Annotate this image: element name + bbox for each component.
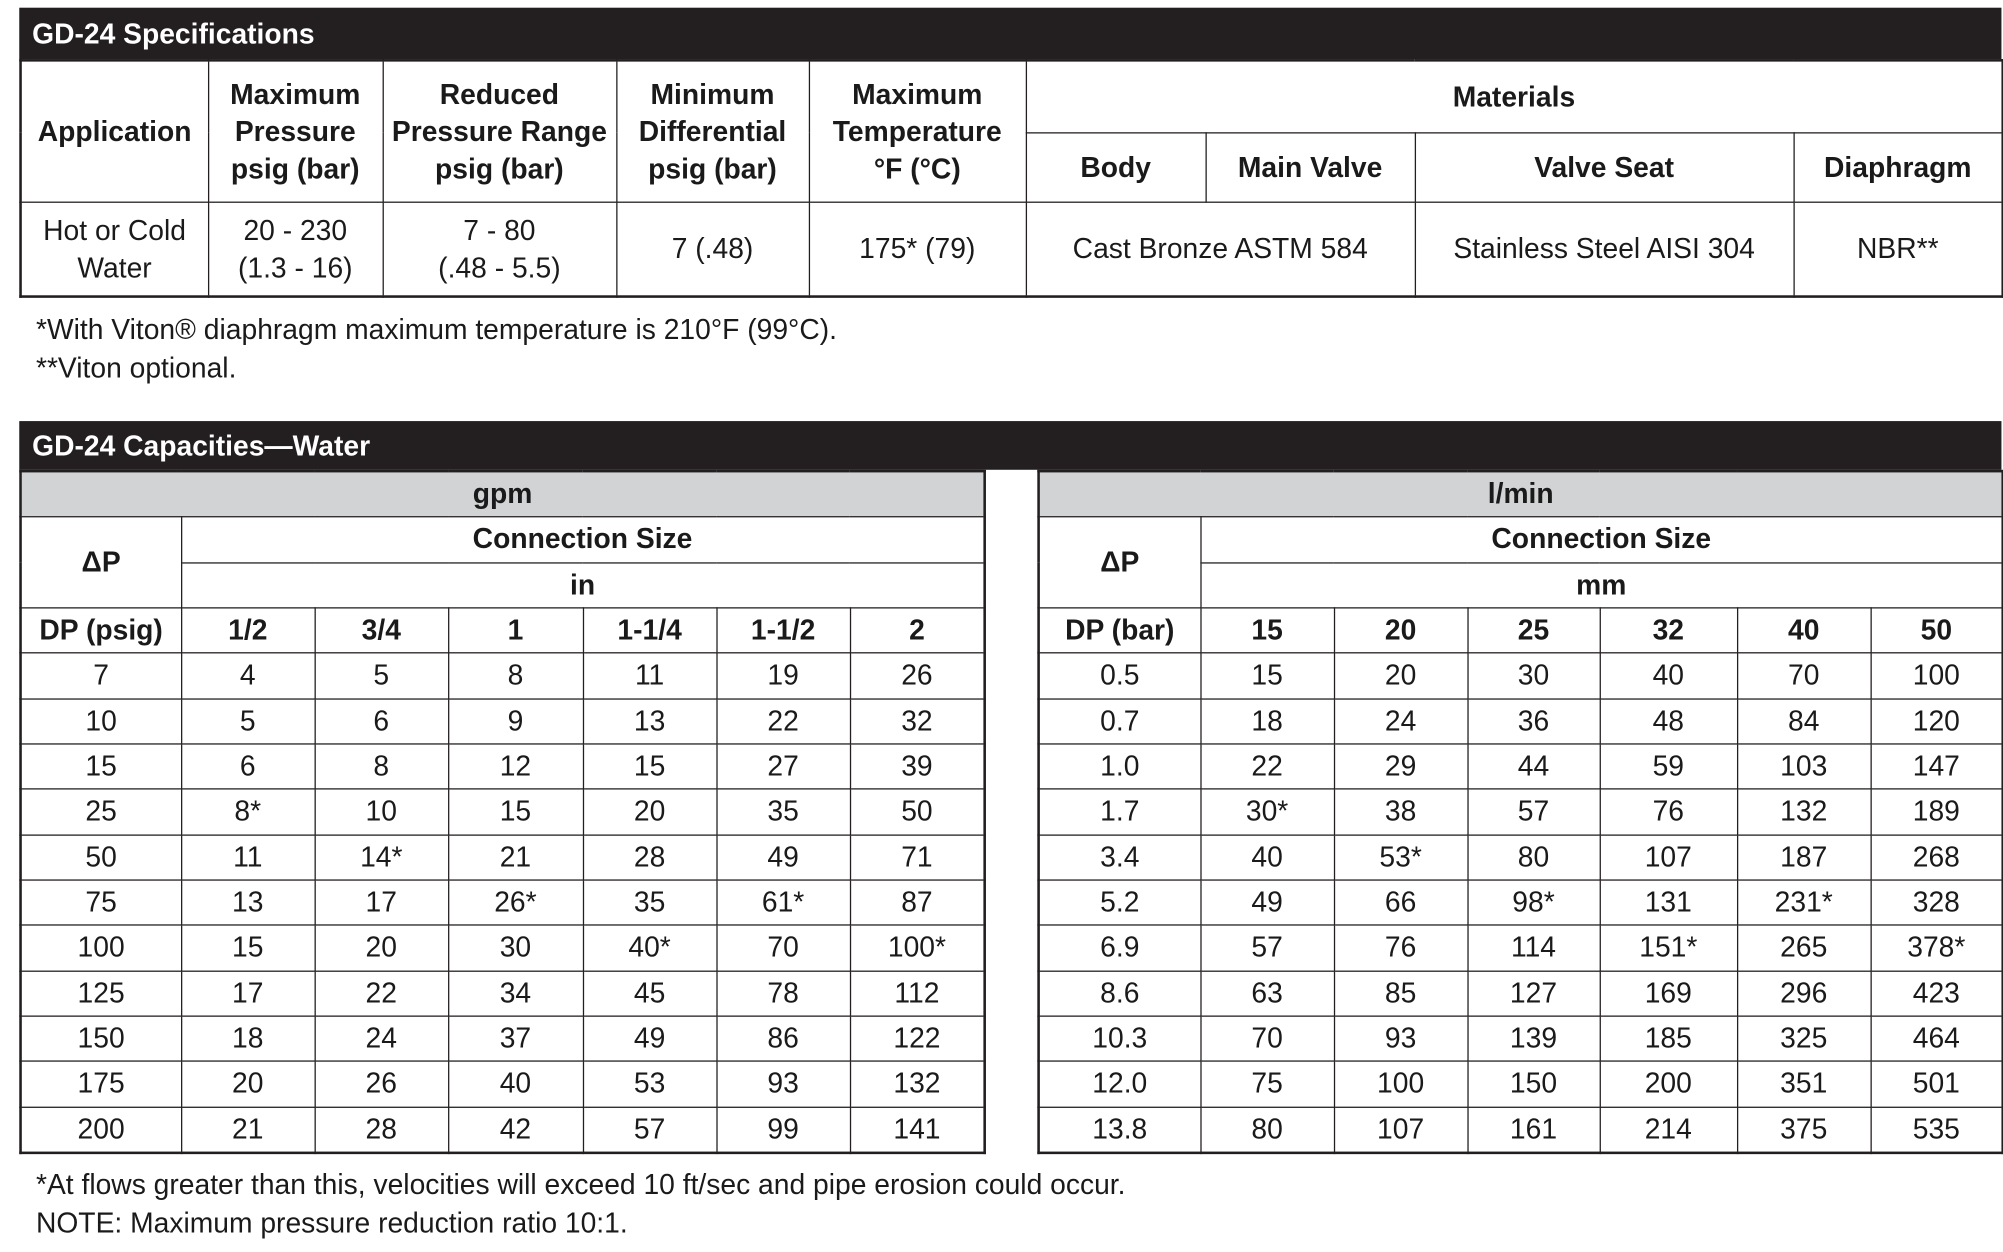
flow-cell: 107 [1600,835,1737,880]
table-row [21,1061,985,1106]
flow-cell: 100 [1334,1061,1468,1106]
table-row [21,1107,985,1153]
flow-cell: 26 [850,653,985,698]
cell-max-pressure [208,202,383,297]
header-valve-seat: Valve Seat [1415,132,1794,201]
flow-cell: 131 [1600,880,1737,925]
footnote: **Viton optional. [35,351,237,384]
dp-cell: 3.4 [1039,835,1201,880]
dp-cell: 75 [21,880,181,925]
specifications-notes [36,311,837,388]
header-line: Maximum [230,77,361,111]
table-row [1039,925,2003,970]
header-body: Body [1026,132,1206,201]
dp-label: DP (psig) [21,608,181,653]
header-line: Differential [638,115,787,148]
flow-cell: 48 [1600,699,1737,744]
flow-cell: 375 [1737,1107,1871,1153]
flow-cell: 6 [181,744,315,789]
dp-cell: 8.6 [1039,971,1201,1016]
flow-cell: 20 [1334,653,1468,698]
header-min-differential [616,60,809,201]
header-max-temperature [809,60,1026,201]
flow-cell: 185 [1600,1016,1737,1061]
flow-cell: 50 [850,789,985,834]
size-header: 32 [1600,608,1737,653]
table-row [1039,653,2003,698]
flow-cell: 122 [850,1016,985,1061]
flow-cell: 18 [181,1016,315,1061]
flow-cell: 61* [716,880,850,925]
flow-cell: 57 [1467,789,1599,834]
cell-line: Water [77,251,152,284]
size-header: 2 [850,608,985,653]
flow-cell: 57 [1200,925,1334,970]
flow-cell: 30* [1200,789,1334,834]
table-row [21,835,985,880]
table-row [21,925,985,970]
flow-cell: 14* [315,835,449,880]
size-header: 1/2 [181,608,315,653]
table-row [1039,744,2003,789]
flow-cell: 28 [583,835,717,880]
table-row [1039,789,2003,834]
size-header: 1 [448,608,583,653]
flow-cell: 20 [315,925,449,970]
flow-cell: 4 [181,653,315,698]
flow-cell: 132 [1737,789,1871,834]
header-line: Pressure [234,115,356,148]
flow-cell: 45 [583,971,717,1016]
cell-valve-seat: Stainless Steel AISI 304 [1415,202,1794,297]
header-line: Minimum [650,77,775,111]
flow-cell: 151* [1600,925,1737,970]
flow-cell: 40 [1200,835,1334,880]
unit-header-lmin: l/min [1039,471,2003,517]
flow-cell: 214 [1600,1107,1737,1153]
flow-cell: 49 [1200,880,1334,925]
table-row [1039,835,2003,880]
header-application: Application [21,60,208,201]
header-line: Pressure Range [391,115,607,148]
dp-cell: 7 [21,653,181,698]
flow-cell: 13 [181,880,315,925]
flow-cell: 63 [1200,971,1334,1016]
table-row [21,1016,985,1061]
flow-cell: 34 [448,971,583,1016]
flow-cell: 15 [583,744,717,789]
header-line: Temperature [832,115,1002,148]
flow-cell: 44 [1467,744,1599,789]
gpm-rows [21,653,985,1153]
header-diaphragm: Diaphragm [1793,132,2002,201]
header-reduced-range [383,60,617,201]
specifications-table [19,59,2003,298]
connection-size-header: Connection Size [1200,517,2002,562]
flow-cell: 99 [716,1107,850,1153]
dp-cell: 12.0 [1039,1061,1201,1106]
dp-label: DP (bar) [1039,608,1201,653]
flow-cell: 132 [850,1061,985,1106]
header-max-pressure [208,60,383,201]
delta-p-header: ΔP [1039,517,1201,608]
flow-cell: 10 [315,789,449,834]
table-row [21,971,985,1016]
dp-cell: 5.2 [1039,880,1201,925]
cell-application [21,202,208,297]
dp-cell: 100 [21,925,181,970]
flow-cell: 66 [1334,880,1468,925]
capacity-table-gpm [19,470,986,1154]
flow-cell: 161 [1467,1107,1599,1153]
flow-cell: 268 [1870,835,2002,880]
flow-cell: 76 [1600,789,1737,834]
table-row [1039,699,2003,744]
flow-cell: 36 [1467,699,1599,744]
flow-cell: 40 [1600,653,1737,698]
flow-cell: 57 [583,1107,717,1153]
dp-cell: 10 [21,699,181,744]
cell-line: 7 - 80 [463,214,536,247]
unit-header-gpm: gpm [21,471,985,517]
dp-cell: 125 [21,971,181,1016]
capacity-table-lmin [1037,470,2003,1154]
size-header: 40 [1737,608,1871,653]
flow-cell: 100 [1870,653,2002,698]
cell-line: Hot or Cold [43,214,187,247]
size-header: 15 [1200,608,1334,653]
flow-cell: 86 [716,1016,850,1061]
flow-cell: 26 [315,1061,449,1106]
flow-cell: 535 [1870,1107,2002,1153]
flow-cell: 15 [448,789,583,834]
specifications-title: GD-24 Specifications [19,8,2001,59]
flow-cell: 20 [181,1061,315,1106]
flow-cell: 37 [448,1016,583,1061]
table-row [1039,880,2003,925]
flow-cell: 114 [1467,925,1599,970]
flow-cell: 22 [716,699,850,744]
flow-cell: 12 [448,744,583,789]
flow-cell: 9 [448,699,583,744]
flow-cell: 30 [448,925,583,970]
footnote: *At flows greater than this, velocities will exceed 10 ft/sec and pipe erosion could occur. [35,1168,1126,1201]
flow-cell: 265 [1737,925,1871,970]
dp-cell: 1.7 [1039,789,1201,834]
flow-cell: 141 [850,1107,985,1153]
flow-cell: 187 [1737,835,1871,880]
dp-cell: 150 [21,1016,181,1061]
flow-cell: 49 [583,1016,717,1061]
flow-cell: 22 [1200,744,1334,789]
flow-cell: 49 [716,835,850,880]
cell-line: (1.3 - 16) [237,251,353,284]
flow-cell: 351 [1737,1061,1871,1106]
flow-cell: 112 [850,971,985,1016]
flow-cell: 103 [1737,744,1871,789]
table-row [1039,971,2003,1016]
flow-cell: 93 [1334,1016,1468,1061]
flow-cell: 24 [1334,699,1468,744]
flow-cell: 59 [1600,744,1737,789]
flow-cell: 8 [315,744,449,789]
flow-cell: 5 [315,653,449,698]
flow-cell: 107 [1334,1107,1468,1153]
header-line: psig (bar) [648,152,777,185]
cell-line: 20 - 230 [243,214,348,247]
flow-cell: 26* [448,880,583,925]
dp-cell: 50 [21,835,181,880]
flow-cell: 15 [181,925,315,970]
flow-cell: 325 [1737,1016,1871,1061]
size-header: 50 [1870,608,2002,653]
flow-cell: 150 [1467,1061,1599,1106]
flow-cell: 70 [716,925,850,970]
footnote: *With Viton® diaphragm maximum temperature is 210°F (99°C). [35,313,837,346]
size-header: 20 [1334,608,1468,653]
flow-cell: 6 [315,699,449,744]
flow-cell: 231* [1737,880,1871,925]
flow-cell: 24 [315,1016,449,1061]
flow-cell: 189 [1870,789,2002,834]
flow-cell: 328 [1870,880,2002,925]
flow-cell: 30 [1467,653,1599,698]
flow-cell: 39 [850,744,985,789]
flow-cell: 15 [1200,653,1334,698]
capacities-title: GD-24 Capacities—Water [19,421,2001,470]
cell-max-temperature: 175* (79) [809,202,1026,297]
flow-cell: 22 [315,971,449,1016]
delta-p-header: ΔP [21,517,181,608]
flow-cell: 17 [315,880,449,925]
table-row [21,653,985,698]
header-line: Maximum [852,77,983,111]
flow-cell: 21 [181,1107,315,1153]
flow-cell: 169 [1600,971,1737,1016]
flow-cell: 11 [583,653,717,698]
size-unit-header: mm [1200,563,2002,608]
flow-cell: 35 [716,789,850,834]
flow-cell: 87 [850,880,985,925]
lmin-rows [1039,653,2003,1153]
header-main-valve: Main Valve [1205,132,1414,201]
flow-cell: 127 [1467,971,1599,1016]
dp-cell: 200 [21,1107,181,1153]
size-header: 1-1/2 [716,608,850,653]
flow-cell: 35 [583,880,717,925]
table-row [1039,1016,2003,1061]
header-materials: Materials [1026,60,2003,132]
flow-cell: 20 [583,789,717,834]
flow-cell: 8* [181,789,315,834]
size-header: 25 [1467,608,1599,653]
connection-size-header: Connection Size [181,517,985,562]
table-gap [983,470,1037,1154]
cell-body-main-valve: Cast Bronze ASTM 584 [1026,202,1415,297]
flow-cell: 42 [448,1107,583,1153]
flow-cell: 53 [583,1061,717,1106]
flow-cell: 19 [716,653,850,698]
flow-cell: 84 [1737,699,1871,744]
table-row [21,699,985,744]
dp-cell: 10.3 [1039,1016,1201,1061]
table-row [21,789,985,834]
dp-cell: 15 [21,744,181,789]
flow-cell: 71 [850,835,985,880]
table-row [1039,1107,2003,1153]
flow-cell: 423 [1870,971,2002,1016]
header-line: psig (bar) [435,152,564,185]
flow-cell: 40 [448,1061,583,1106]
flow-cell: 200 [1600,1061,1737,1106]
header-line: Reduced [439,77,560,111]
flow-cell: 80 [1200,1107,1334,1153]
footnote: NOTE: Maximum pressure reduction ratio 10:1. [35,1206,628,1239]
flow-cell: 98* [1467,880,1599,925]
flow-cell: 11 [181,835,315,880]
flow-cell: 75 [1200,1061,1334,1106]
cell-line: (.48 - 5.5) [438,251,561,284]
dp-cell: 13.8 [1039,1107,1201,1153]
size-unit-header: in [181,563,985,608]
capacities-notes [36,1166,1126,1243]
cell-diaphragm: NBR** [1793,202,2002,297]
flow-cell: 29 [1334,744,1468,789]
flow-cell: 5 [181,699,315,744]
size-header: 1-1/4 [583,608,717,653]
dp-cell: 0.7 [1039,699,1201,744]
flow-cell: 70 [1737,653,1871,698]
flow-cell: 13 [583,699,717,744]
table-row [1039,1061,2003,1106]
header-line: psig (bar) [230,152,360,185]
flow-cell: 296 [1737,971,1871,1016]
table-row [21,744,985,789]
flow-cell: 120 [1870,699,2002,744]
flow-cell: 85 [1334,971,1468,1016]
dp-cell: 0.5 [1039,653,1201,698]
header-line: °F (°C) [873,152,961,185]
dp-cell: 6.9 [1039,925,1201,970]
flow-cell: 464 [1870,1016,2002,1061]
flow-cell: 378* [1870,925,2002,970]
dp-cell: 1.0 [1039,744,1201,789]
dp-cell: 175 [21,1061,181,1106]
flow-cell: 8 [448,653,583,698]
flow-cell: 70 [1200,1016,1334,1061]
flow-cell: 17 [181,971,315,1016]
flow-cell: 100* [850,925,985,970]
flow-cell: 139 [1467,1016,1599,1061]
flow-cell: 501 [1870,1061,2002,1106]
flow-cell: 76 [1334,925,1468,970]
size-header: 3/4 [315,608,449,653]
cell-reduced-range [383,202,617,297]
flow-cell: 21 [448,835,583,880]
table-row [21,880,985,925]
flow-cell: 28 [315,1107,449,1153]
flow-cell: 80 [1467,835,1599,880]
flow-cell: 40* [583,925,717,970]
flow-cell: 27 [716,744,850,789]
flow-cell: 18 [1200,699,1334,744]
flow-cell: 78 [716,971,850,1016]
flow-cell: 53* [1334,835,1468,880]
cell-min-differential: 7 (.48) [616,202,809,297]
flow-cell: 147 [1870,744,2002,789]
flow-cell: 38 [1334,789,1468,834]
flow-cell: 93 [716,1061,850,1106]
flow-cell: 32 [850,699,985,744]
dp-cell: 25 [21,789,181,834]
